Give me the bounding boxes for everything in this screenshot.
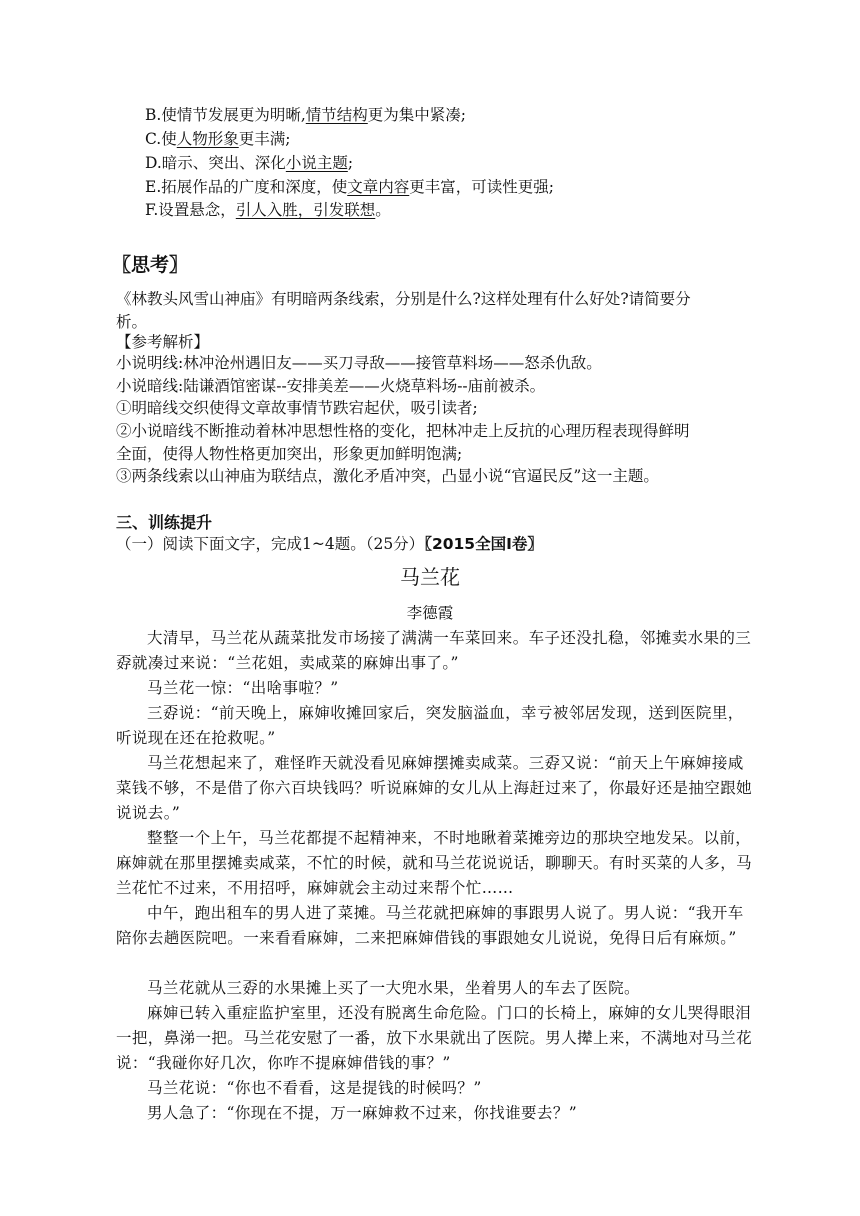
- think-heading: 〖思考〗: [112, 254, 189, 276]
- option-e-text: E.拓展作品的广度和深度，使: [145, 178, 348, 196]
- option-c-tail: 更丰满;: [238, 130, 291, 148]
- answer-point-2-line1: ②小说暗线不断推动着林冲思想性格的变化，把林冲走上反抗的心理历程表现得鲜明: [116, 422, 690, 440]
- option-e-tail: 更丰富，可读性更强;: [409, 178, 554, 196]
- option-c: [145, 128, 290, 150]
- option-c-underlined: 人物形象: [176, 130, 239, 148]
- option-f: [145, 199, 391, 221]
- option-f-tail: 。: [375, 201, 391, 219]
- answer-point-2-line2: 全面，使得人物性格更加突出，形象更加鲜明饱满;: [116, 445, 463, 463]
- story-paragraph: 马兰花就从三孬的水果摊上买了一大兜水果，坐着男人的车去了医院。: [147, 979, 640, 997]
- option-d-tail: ;: [347, 154, 354, 172]
- story-paragraph: 大清早，马兰花从蔬菜批发市场接了满满一车菜回来。车子还没扎稳，邻摊卖水果的三孬就凑过来说：“兰花姐，卖咸菜的麻婶出事了。”: [116, 629, 752, 672]
- story-author: 李德霞: [406, 604, 454, 622]
- option-d-underlined: 小说主题: [285, 154, 348, 172]
- story-paragraph: 马兰花说：“你也不看看，这是提钱的时候吗？”: [147, 1079, 482, 1097]
- story-paragraph: 马兰花想起来了，难怪昨天就没看见麻婶摆摊卖咸菜。三孬又说：“前天上午麻婶接咸菜钱不够，不是借了你六百块钱吗？听说麻婶的女儿从上海赶过来了，你最好还是抽空跟她说说去。”: [116, 754, 753, 822]
- section-subheading: [116, 533, 543, 555]
- option-f-underlined: 引人入胜，引发联想: [235, 201, 376, 219]
- think-question-line1: 《林教头风雪山神庙》有明暗两条线索，分别是什么?这样处理有什么好处?请简要分: [116, 290, 691, 308]
- bright-line-text: 小说明线:林冲沧州遇旧友——买刀寻敌——接管草料场——怒杀仇敌。: [116, 354, 602, 372]
- answer-point-3: ③两条线索以山神庙为联结点，激化矛盾冲突，凸显小说“官逼民反”这一主题。: [116, 467, 659, 485]
- think-question-line2: 析。: [116, 313, 148, 331]
- story-paragraph: 马兰花一惊：“出啥事啦？”: [147, 679, 339, 697]
- option-b-tail: 更为集中紧凑;: [367, 106, 466, 124]
- answer-point-1: ①明暗线交织使得文章故事情节跌宕起伏，吸引读者;: [116, 399, 478, 417]
- story-paragraph: 整整一个上午，马兰花都提不起精神来，不时地瞅着菜摊旁边的那块空地发呆。以前，麻婶就在那里摆摊卖咸菜，不忙的时候，就和马兰花说说话，聊聊天。有时买菜的人多，马兰花忙不过来，不用招呼，麻婶就会主动过来帮个忙……: [116, 829, 753, 897]
- option-b-text: B.使情节发展更为明晰,: [145, 106, 306, 124]
- option-d: [145, 152, 353, 174]
- section-heading: 三、训练提升: [116, 513, 213, 532]
- option-d-text: D.暗示、突出、深化: [145, 154, 286, 172]
- option-e: [145, 176, 554, 198]
- subheading-text: （一）阅读下面文字，完成1~4题。（25分）: [116, 535, 425, 553]
- reference-heading: 【参考解析】: [116, 333, 210, 351]
- story-paragraph: 麻婶已转入重症监护室里，还没有脱离生命危险。门口的长椅上，麻婶的女儿哭得眼泪一把，鼻涕一把。马兰花安慰了一番，放下水果就出了医院。男人撵上来，不满地对马兰花说：“我碰你好几次，你咋不提麻婶借钱的事？”: [116, 1004, 753, 1072]
- dark-line-text: 小说暗线:陆谦酒馆密谋--安排美差——火烧草料场--庙前被杀。: [116, 377, 546, 395]
- story-paragraph: 三孬说：“前天晚上，麻婶收摊回家后，突发脑溢血，幸亏被邻居发现，送到医院里，听说现在还在抢救呢。”: [116, 704, 744, 747]
- option-c-text: C.使: [145, 130, 177, 148]
- story-paragraph: 中午，跑出租车的男人进了菜摊。马兰花就把麻婶的事跟男人说了。男人说：“我开车陪你去趟医院吧。一来看看麻婶，二来把麻婶借钱的事跟她女儿说说，免得日后有麻烦。”: [116, 904, 744, 947]
- exam-source-label: 〖2015全国Ⅰ卷〗: [424, 535, 543, 553]
- story-paragraph: 男人急了：“你现在不提，万一麻婶救不过来，你找谁要去？”: [147, 1104, 578, 1122]
- option-b: [145, 104, 466, 126]
- option-f-text: F.设置悬念，: [145, 201, 236, 219]
- story-title: 马兰花: [400, 565, 460, 589]
- option-b-underlined: 情节结构: [305, 106, 368, 124]
- option-e-underlined: 文章内容: [347, 178, 410, 196]
